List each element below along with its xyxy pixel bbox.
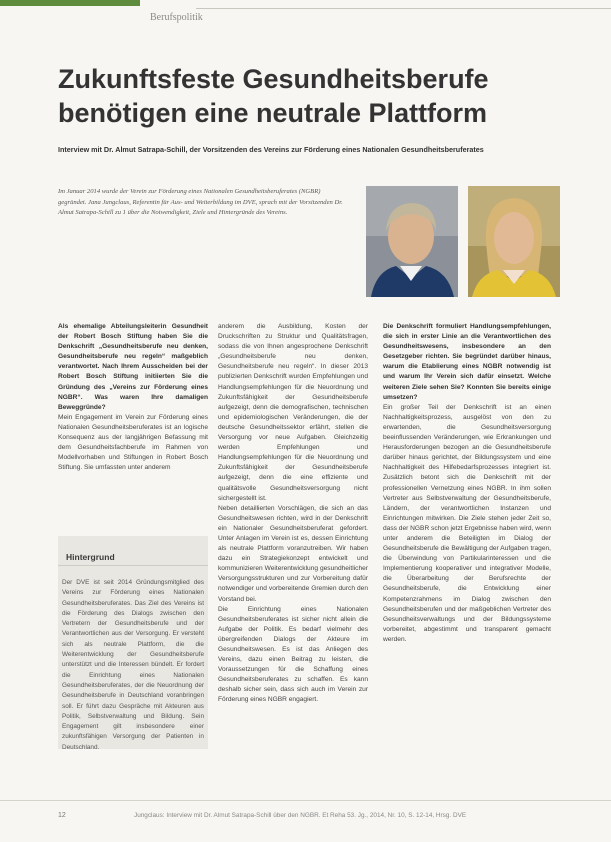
background-infobox — [58, 536, 208, 749]
infobox-text: Der DVE ist seit 2014 Gründungsmitglied des Vereins zur Förderung eines Nationalen Gesundheitsberuferates. Das Ziel des Vereins ist die Förderung des Dialogs zwischen den Vertretern der Gesundheitsberufe und der Verantwortlichen aus der Versorgung. Er versteht sich als neutrale Plattform, die die Weiterentwicklung der Gesundheitsberufe unterstützt und die Interessen bündelt. Er fordert die Einrichtung eines Nationalen Gesundheitsberuferates, der die Neuordnung der Gesundheitsberufe in Deutschland voranbringen soll. Er führt dazu Gespräche mit Akteuren aus Politik, Selbstverwaltung und Bildung. Sein Engagement gilt insbesondere einer zukunftsfähigen Versorgung der Patienten in Deutschland. — [62, 579, 204, 751]
interview-answer: Die Einrichtung eines Nationalen Gesundheitsberuferates ist sicher nicht allein die Aufgabe der Politik. Es bedarf vielmehr des übergreifenden Dialogs der Akteure im Gesundheitswesen. Es ist das Anliegen des Vereins, dazu einen Beitrag zu leisten, die Voraussetzungen für die Schaffung eines Gesundheitsberuferates zu schaffen. Es kann deshalb sicher sein, dass sich auch im Verein zur Förderung eines NGBR engagiert. — [218, 605, 368, 704]
infobox-divider — [58, 565, 208, 566]
interview-answer: anderem die Ausbildung, Kosten der Druckschriften zu Struktur und Qualitätsfragen, sodass die von Ihnen angesprochene Denkschrift „Gesundheitsberufe neu denken, Gesundheitsberufe neu regeln“. In dieser 2013 publizierten Denkschrift wurden Empfehlungen und Handlungsempfehlungen für die Neuordnung und Zukunftsfähigkeit der Gesundheitsberufe aufgezeigt, denn die demografischen, technischen und epidemiologischen Veränderungen, die der deutsche Gesundheitssektor erfährt, stellen die Versorgung vor neue Aufgaben. Gleichzeitig werden Empfehlungen und Handlungsempfehlungen für die Neuordnung und Zukunftsfähigkeit der Gesundheitsberufe aufgezeigt, denn die eine effiziente und qualitätsvolle Gesundheitsversorgung nicht sichergestellt ist. — [218, 323, 368, 502]
top-bar — [0, 0, 611, 18]
interview-answer: Ein großer Teil der Denkschrift ist an einen Nachhaltigkeitsprozess, ausgelöst von den zu erwartenden, die Gesundheitsversorgung beeinflussenden Veränderungen, wie Erkrankungen und Herausforderungen bezogen an die Gesundheitsberufe darüber hinaus gerichtet, der Bildungssystem und eine Nachhaltigkeit des Hilfebedarfsprozesses integriert ist. Zusätzlich betont sich die Denkschrift mit der professionellen Vernetzung eines NGBR. In ihm sollen Vertreter aus Selbstverwaltung der Gesundheitsberufe, Ländern, der verantwortlichen Instanzen und Einrichtungen mitwirken. Die Ziele stehen jeder Zeit so, dass der NGBR schon jetzt Ergebnisse haben wird, wenn unter anderem die Beteiligten im Dialog der Gesundheitsberufe die Bewältigung der Aufgaben tragen, die Überwindung von Partikularinteressen und die Implementierung kooperativer und integrativer Modelle, die Überarbeitung der Berufsrechte der Gesundheitsberufe, die Entwicklung einer Kompetenzrahmens im Dialog zwischen den Gesundheitsberufen und der maßgeblichen Vertreter des Gesundheitsverwaltungs und der Bildungssysteme vorbereitet, abgestimmt und transparent gemacht werden. — [383, 403, 551, 643]
portrait-photo-interviewer — [366, 186, 458, 297]
article-title: Zukunftsfeste Gesundheitsberufe benötigen eine neutrale Plattform — [58, 64, 489, 128]
section-label: Berufspolitik — [150, 12, 203, 23]
portrait-photo-interviewee — [468, 186, 560, 297]
page-number: 12 — [58, 812, 66, 819]
article-subtitle: Interview mit Dr. Almut Satrapa-Schill, der Vorsitzenden des Vereins zur Förderung eines Nationalen Gesundheitsberuferates — [58, 145, 484, 154]
portrait-illustration — [468, 186, 560, 297]
interview-answer: Neben detaillierten Vorschlägen, die sich an das Gesundheitswesen richten, wird in der Denkschrift ein Nationaler Gesundheitsberuferat gefordert. Unter Anlagen im Verein ist es, dessen Einrichtung als neutrale Plattform voranzutreiben. Wir haben dazu ein Strategiekonzept entwickelt und kommunizieren Weiterentwicklung gesundheitlicher Versorgungsstrukturen und zur Vorbereitung dafür notwendiger und vorbereitende Gremien durch den Vorstand bei. — [218, 504, 368, 603]
article-column-2 — [218, 322, 368, 706]
header-rule — [196, 8, 611, 9]
portrait-illustration — [366, 186, 458, 297]
infobox-title: Hintergrund — [66, 552, 115, 562]
interview-question: Als ehemalige Abteilungsleiterin Gesundheit der Robert Bosch Stiftung haben Sie die Denkschrift „Gesundheitsberufe neu denken, Gesundheitsberufe neu regeln“ maßgeblich verantwortet. Nach Ihrem Ausscheiden bei der Robert Bosch Stiftung initiierten Sie die Gründung des „Vereins zur Förderung eines NGBR“. Was waren Ihre damaligen Beweggründe? — [58, 323, 208, 411]
footer-citation: Jungclaus: Interview mit Dr. Almut Satrapa-Schill über den NGBR. Et Reha 53. Jg., 2014, Nr. 10, S. 12-14, Hrsg. DVE — [134, 812, 467, 819]
footer-rule — [0, 800, 611, 801]
interview-answer: Mein Engagement im Verein zur Förderung eines Nationalen Gesundheitsberuferates ist an logische Konsequenz aus der langjährigen Befassung mit dem Gesundheitsfachberufe im Rahmen von Modellvorhaben und Stiftungen in Robert Bosch Stiftung. Sie umfassten unter anderem — [58, 413, 208, 472]
interview-question: Die Denkschrift formuliert Handlungsempfehlungen, die sich in erster Linie an die Verantwortlichen des Gesundheitswesens, insbesondere an den Gesetzgeber richten. Sie begründet darüber hinaus, warum die Etablierung eines NGBR notwendig ist und warum Ihr Verein sich dafür einsetzt. Welche weiteren Ziele sehen Sie? Konnten Sie bereits einige umsetzen? — [383, 323, 551, 401]
brand-color-bar — [0, 0, 140, 6]
article-column-3 — [383, 322, 551, 645]
article-intro: Im Januar 2014 wurde der Verein zur Förderung eines Nationalen Gesundheitsberuferates (NGBR) gegründet. Jana Jungclaus, Referentin für Aus- und Weiterbildung im DVE, sprach mit der Vorsitzenden Dr. Almut Satrapa-Schill zu 1 über die Notwendigkeit, Ziele und Hintergründe des Vereins. — [58, 188, 343, 216]
article-column-1 — [58, 322, 208, 473]
